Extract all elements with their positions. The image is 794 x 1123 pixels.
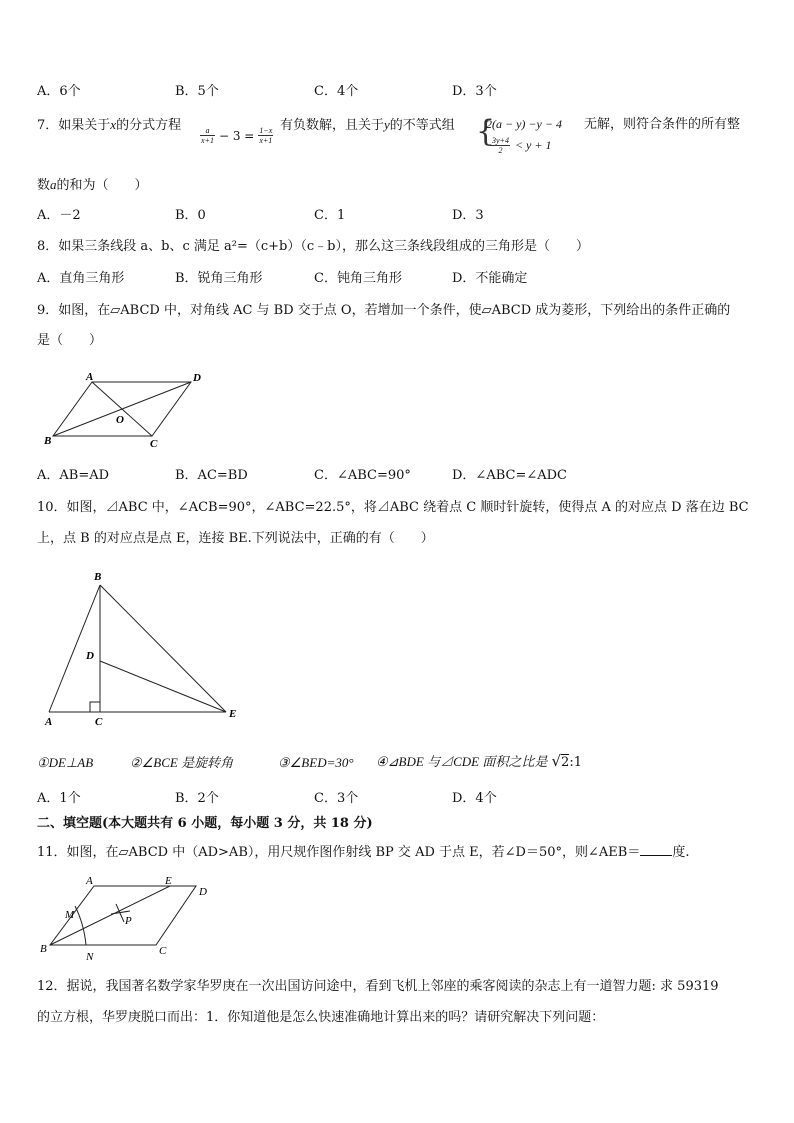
q7-option-a: A．－2 <box>37 208 81 223</box>
label-c: C <box>95 716 103 728</box>
q8-option-d: D．不能确定 <box>452 271 528 286</box>
label-n: N <box>86 951 94 963</box>
rotation-figure <box>40 565 250 730</box>
q7-option-d: D．3 <box>452 208 484 223</box>
question-12-line2: 的立方根，华罗庚脱口而出：1．你知道他是怎么快速准确地计算出来的吗？请研究解决下列问题： <box>37 1010 605 1025</box>
system-brace: { <box>476 114 496 149</box>
q10-option-b: B．2个 <box>175 791 219 806</box>
diagonal-bd <box>53 382 191 436</box>
label-d: D <box>199 886 207 898</box>
section-2-heading: 二、填空题(本大题共有 6 小题，每小题 3 分，共 18 分) <box>37 816 373 831</box>
question-10-line2: 上，点 B 的对应点是点 E，连接 BE.下列说法中，正确的有（ ） <box>37 531 434 546</box>
question-7-mid: 有负数解，且关于y的不等式组 <box>280 117 455 133</box>
parallelogram-figure <box>40 365 215 450</box>
statement-2: ②∠BCE 是旋转角 <box>130 755 234 770</box>
segment-de <box>100 661 226 712</box>
label-a: A <box>45 716 53 728</box>
question-7-line2: 数a的和为（ ） <box>37 177 148 193</box>
q7-option-b: B．0 <box>175 208 206 223</box>
label-b: B <box>44 435 52 447</box>
label-m: M <box>65 909 75 921</box>
q9-option-a: A．AB=AD <box>37 468 110 483</box>
label-a: A <box>86 875 93 887</box>
q8-option-a: A．直角三角形 <box>37 271 125 286</box>
construction-figure <box>36 872 226 964</box>
answer-blank[interactable] <box>640 843 672 856</box>
question-12-line1: 12．据说，我国著名数学家华罗庚在一次出国访问途中，看到飞机上邻座的乘客阅读的杂志上有一道智力题: 求 59319 <box>37 979 719 994</box>
statement-1: ①DE⊥AB <box>37 755 94 770</box>
label-a: A <box>86 371 94 383</box>
q8-option-c: C．钝角三角形 <box>314 271 402 286</box>
q9-option-d: D．∠ABC=∠ADC <box>452 468 567 483</box>
q10-option-a: A．1个 <box>37 791 81 806</box>
construction-arc <box>75 906 86 945</box>
label-b: B <box>94 571 102 583</box>
statement-3: ③∠BED=30° <box>278 755 354 770</box>
question-7-line1: 7．如果关于x的分式方程 <box>37 117 182 133</box>
label-d: D <box>193 372 201 384</box>
label-c: C <box>159 945 167 957</box>
label-b: B <box>40 943 47 955</box>
q7-inequality-1: 2(a − y) −y − 4 <box>486 117 562 131</box>
q6-option-d: D．3个 <box>452 84 497 99</box>
label-p: P <box>125 915 132 927</box>
question-9-line2: 是（ ） <box>37 333 103 348</box>
right-angle-mark <box>90 702 100 712</box>
label-c: C <box>150 438 158 450</box>
q8-option-b: B．锐角三角形 <box>175 271 263 286</box>
question-8-text: 8．如果三条线段 a、b、c 满足 a²=（c+b）（c﹣b），那么这三条线段组成的三角形是（ ） <box>37 239 589 254</box>
q6-option-b: B．5个 <box>175 84 219 99</box>
label-e: E <box>165 875 172 887</box>
segment-ab <box>49 585 100 712</box>
q10-option-d: D．4个 <box>452 791 497 806</box>
question-7-suffix: 无解，则符合条件的所有整 <box>584 117 741 132</box>
statement-4: ④⊿BDE 与⊿CDE 面积之比是 √2:1 <box>376 752 582 770</box>
label-o: O <box>116 414 124 426</box>
sqrt-symbol: √ <box>551 752 562 770</box>
q9-option-b: B．AC=BD <box>175 468 248 483</box>
q7-option-c: C．1 <box>314 208 346 223</box>
q6-option-c: C．4个 <box>314 84 359 99</box>
q10-option-c: C．3个 <box>314 791 359 806</box>
question-11-text: 11．如图，在▱ABCD 中（AD>AB），用尺规作图作射线 BP 交 AD 于点 E，若∠D＝50°，则∠AEB＝ 度. <box>37 845 690 860</box>
q9-option-c: C．∠ABC=90° <box>314 468 411 483</box>
q7-inequality-2: $\frac{3y+4}{2}$ < y + 1 <box>492 136 552 155</box>
question-10-line1: 10．如图，⊿ABC 中，∠ACB=90°，∠ABC=22.5°，将⊿ABC 绕着点 C 顺时针旋转，使得点 A 的对应点 D 落在边 BC <box>37 500 749 515</box>
segment-be <box>100 585 226 712</box>
label-d: D <box>86 650 94 662</box>
q7-fraction-equation: $\frac{a}{x+1}$ − 3 = $\frac{1-x}{x+1}$ <box>201 126 273 145</box>
question-9-line1: 9．如图，在▱ABCD 中，对角线 AC 与 BD 交于点 O，若增加一个条件，使▱ABCD 成为菱形，下列给出的条件正确的 <box>37 303 731 318</box>
label-e: E <box>229 708 237 720</box>
q6-option-a: A．6个 <box>37 84 81 99</box>
